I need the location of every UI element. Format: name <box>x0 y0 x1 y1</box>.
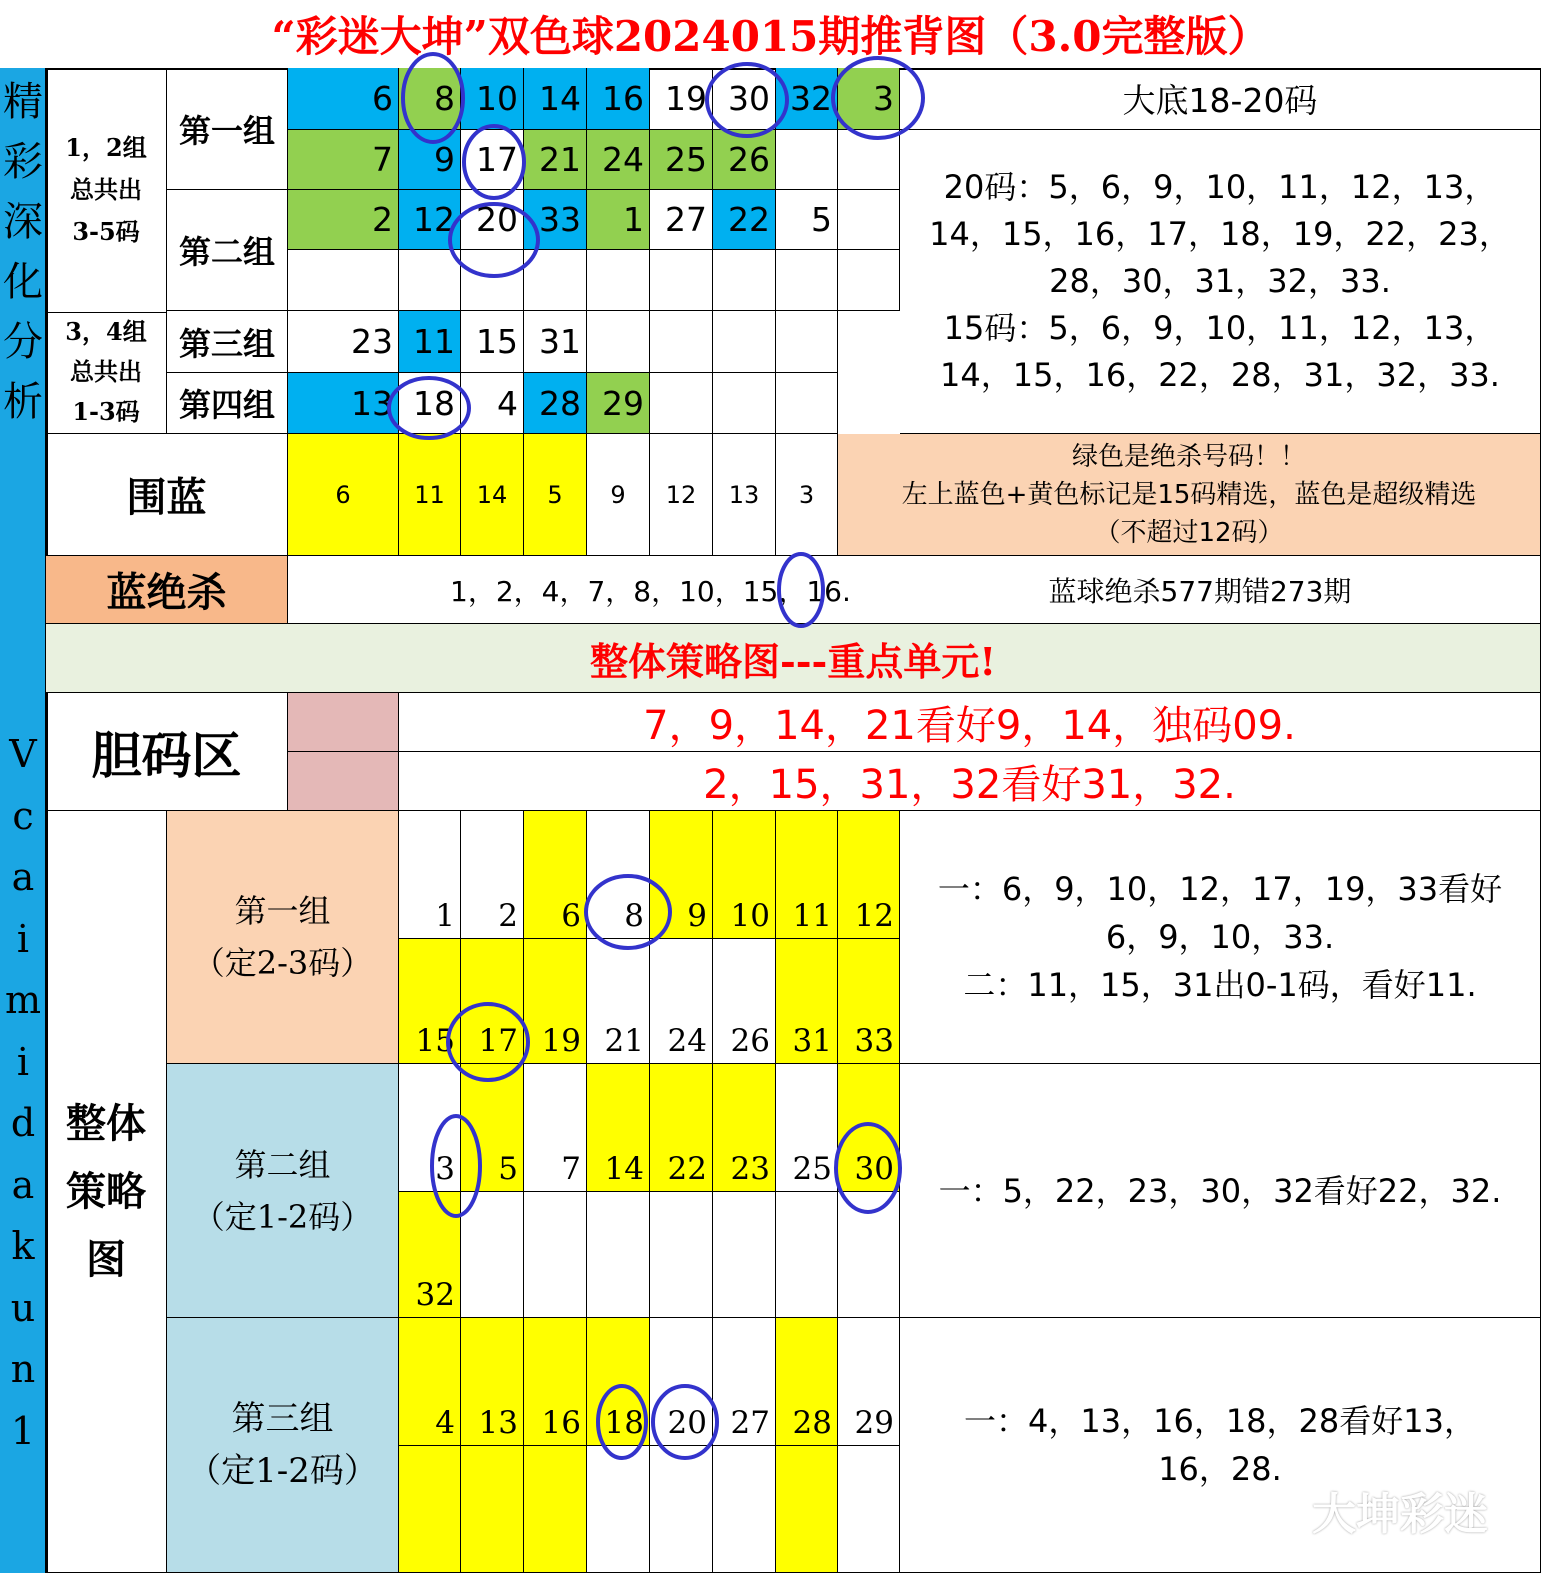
strategy-number <box>461 1446 524 1573</box>
number-cell <box>838 250 900 311</box>
strategy-number: 11 <box>776 811 838 939</box>
number-cell <box>461 250 524 311</box>
strategy-number <box>399 1446 461 1573</box>
sidebar-char: 彩 <box>3 139 43 185</box>
number-cell: 8 <box>399 68 461 130</box>
strategy-number <box>838 1446 900 1573</box>
strategy-number: 27 <box>713 1318 776 1446</box>
strategy-label-line: 策略 <box>66 1167 146 1215</box>
number-cell <box>288 250 399 311</box>
number-cell: 7 <box>288 130 399 190</box>
group-label-line: 第二组 <box>234 1145 331 1184</box>
strategy-label-line: 整体 <box>66 1099 146 1147</box>
lanjuesha-record: 蓝球绝杀577期错273期 <box>1048 575 1352 608</box>
strategy-number <box>713 1446 776 1573</box>
code-list-line: 14，15，16，17，18，19，22，23， <box>929 215 1511 253</box>
sidebar-letter: c <box>12 793 34 838</box>
number-cell: 21 <box>524 130 587 190</box>
weilan-number: 13 <box>713 434 776 556</box>
strategy-banner: 整体策略图---重点单元! <box>46 624 1541 693</box>
danma-swatch <box>288 693 399 752</box>
number-cell: 4 <box>461 373 524 434</box>
number-cell: 9 <box>399 130 461 190</box>
strategy-number: 24 <box>650 939 713 1064</box>
number-cell: 24 <box>587 130 650 190</box>
sidebar-letter: 1 <box>10 1408 36 1453</box>
strategy-number: 6 <box>524 811 587 939</box>
strategy-note-line: 一：5，22，23，30，32看好22，32. <box>938 1171 1502 1210</box>
lanjuesha-label: 蓝绝杀 <box>46 556 288 624</box>
strategy-number: 3 <box>399 1064 461 1192</box>
number-cell: 3 <box>838 68 900 130</box>
strategy-note-line: 6，9，10，33. <box>1105 918 1335 956</box>
strategy-number: 14 <box>587 1064 650 1192</box>
strategy-number <box>461 1192 524 1318</box>
strategy-number: 10 <box>713 811 776 939</box>
number-cell: 30 <box>713 68 776 130</box>
note-line: 绿色是绝杀号码！！ <box>1071 441 1306 472</box>
sidebar-letter: i <box>16 1039 30 1084</box>
strategy-number: 16 <box>524 1318 587 1446</box>
sidebar-char: 精 <box>3 79 43 125</box>
weilan-number: 5 <box>524 434 587 556</box>
group-label: 第一组 <box>167 68 288 190</box>
weilan-number: 6 <box>288 434 399 556</box>
weilan-number: 11 <box>399 434 461 556</box>
strategy-number <box>524 1192 587 1318</box>
strategy-number: 30 <box>838 1064 900 1192</box>
strategy-number: 5 <box>461 1064 524 1192</box>
sidebar-char: 化 <box>3 259 43 305</box>
group-label-line: （定1-2码） <box>192 1197 373 1236</box>
strategy-note-line: 二：11，15，31出0-1码，看好11. <box>963 966 1477 1004</box>
note-line: 3-5码 <box>72 217 140 246</box>
strategy-number <box>650 1446 713 1573</box>
strategy-number: 26 <box>713 939 776 1064</box>
group-label-line: 第一组 <box>234 892 331 930</box>
strategy-number: 22 <box>650 1064 713 1192</box>
number-cell: 10 <box>461 68 524 130</box>
number-cell: 16 <box>587 68 650 130</box>
note-line: 1，2组 <box>65 133 147 162</box>
number-cell <box>838 130 900 190</box>
note-line: 3，4组 <box>65 317 147 346</box>
group-label: 第三组 <box>167 311 288 373</box>
number-cell: 13 <box>288 373 399 434</box>
number-cell: 20 <box>461 190 524 250</box>
code-list-line: 15码：5，6，9，10，11，12，13， <box>943 309 1497 347</box>
group-label: 第四组 <box>167 373 288 434</box>
number-cell <box>713 250 776 311</box>
number-cell: 15 <box>461 311 524 373</box>
danma-label: 胆码区 <box>46 693 288 811</box>
strategy-notes <box>900 1064 1541 1318</box>
dadi-label: 大底18-20码 <box>900 68 1541 130</box>
number-cell <box>776 130 838 190</box>
strategy-notes <box>900 811 1541 1064</box>
number-cell <box>587 311 650 373</box>
group-label: 第二组 <box>167 190 288 311</box>
number-cell <box>838 190 900 250</box>
sidebar-letter: V <box>9 732 37 776</box>
strategy-number: 28 <box>776 1318 838 1446</box>
number-cell <box>399 250 461 311</box>
strategy-number <box>587 1446 650 1573</box>
sidebar-letter: n <box>10 1347 36 1391</box>
strategy-number: 7 <box>524 1064 587 1192</box>
strategy-number: 25 <box>776 1064 838 1192</box>
weilan-number: 14 <box>461 434 524 556</box>
strategy-number: 4 <box>399 1318 461 1446</box>
number-cell: 11 <box>399 311 461 373</box>
group-label-line: 第三组 <box>231 1399 334 1439</box>
strategy-number: 29 <box>838 1318 900 1446</box>
number-cell: 12 <box>399 190 461 250</box>
number-cell: 2 <box>288 190 399 250</box>
strategy-number: 32 <box>399 1192 461 1318</box>
strategy-note-line: 一：6，9，10，12，17，19，33看好 <box>937 870 1503 908</box>
number-cell: 25 <box>650 130 713 190</box>
strategy-number: 21 <box>587 939 650 1064</box>
number-cell: 23 <box>288 311 399 373</box>
strategy-number: 1 <box>399 811 461 939</box>
strategy-number: 15 <box>399 939 461 1064</box>
lanjuesha-numbers: 1，2，4，7，8，10，15，16. <box>450 575 851 608</box>
code-list-line: 28，30，31，32，33. <box>1049 262 1391 300</box>
number-cell: 1 <box>587 190 650 250</box>
number-cell: 32 <box>776 68 838 130</box>
note-line: （不超过12码） <box>1094 517 1284 548</box>
strategy-number <box>838 1192 900 1318</box>
sidebar-letter: d <box>10 1101 36 1145</box>
strategy-number <box>776 1192 838 1318</box>
strategy-number: 23 <box>713 1064 776 1192</box>
danma-swatch <box>288 752 399 811</box>
note-line: 1-3码 <box>72 397 140 426</box>
note-line: 总共出 <box>70 175 142 204</box>
number-cell <box>776 373 838 434</box>
strategy-number <box>776 1446 838 1573</box>
strategy-group-label <box>167 1064 399 1318</box>
number-cell <box>776 311 838 373</box>
weilan-number: 3 <box>776 434 838 556</box>
sidebar-letter: i <box>16 916 30 961</box>
sidebar-char: 深 <box>3 199 43 245</box>
number-cell: 22 <box>713 190 776 250</box>
number-cell <box>587 250 650 311</box>
weilan-number: 9 <box>587 434 650 556</box>
strategy-number: 8 <box>587 811 650 939</box>
number-cell <box>650 373 713 434</box>
strategy-number: 17 <box>461 939 524 1064</box>
strategy-note-line: 16，28. <box>1158 1450 1282 1488</box>
group-label-line: （定2-3码） <box>192 944 373 982</box>
strategy-number: 20 <box>650 1318 713 1446</box>
number-cell: 19 <box>650 68 713 130</box>
number-cell <box>650 311 713 373</box>
sidebar-char: 分 <box>3 319 43 365</box>
strategy-number: 2 <box>461 811 524 939</box>
sidebar-letter: m <box>4 978 42 1022</box>
number-cell: 17 <box>461 130 524 190</box>
watermark: 大坤彩迷 <box>1312 1489 1488 1540</box>
number-cell <box>713 373 776 434</box>
number-cell <box>524 250 587 311</box>
strategy-group-label <box>167 1318 399 1573</box>
note-line: 左上蓝色+黄色标记是15码精选，蓝色是超级精选 <box>901 479 1477 510</box>
strategy-number: 19 <box>524 939 587 1064</box>
code-lists <box>900 130 1541 434</box>
danma-line1: 7，9，14，21看好9，14，独码09. <box>399 693 1541 752</box>
number-cell: 6 <box>288 68 399 130</box>
strategy-number <box>524 1446 587 1573</box>
group34-note <box>46 311 167 434</box>
sidebar-letter: a <box>11 855 35 899</box>
code-list-line: 20码：5，6，9，10，11，12，13， <box>943 168 1497 206</box>
number-cell <box>776 250 838 311</box>
strategy-group-label <box>167 811 399 1064</box>
number-cell <box>713 311 776 373</box>
strategy-number: 33 <box>838 939 900 1064</box>
sidebar-letter: u <box>10 1285 36 1330</box>
strategy-number: 12 <box>838 811 900 939</box>
danma-line2: 2，15，31，32看好31，32. <box>399 752 1541 811</box>
strategy-label <box>46 811 167 1573</box>
sidebar-letter: k <box>11 1224 35 1268</box>
note-line: 总共出 <box>70 357 142 386</box>
strategy-number: 13 <box>461 1318 524 1446</box>
strategy-number: 18 <box>587 1318 650 1446</box>
group-label-line: （定1-2码） <box>187 1451 378 1491</box>
weilan-number: 12 <box>650 434 713 556</box>
number-cell: 14 <box>524 68 587 130</box>
strategy-label-line: 图 <box>86 1235 126 1283</box>
number-cell: 29 <box>587 373 650 434</box>
strategy-number: 9 <box>650 811 713 939</box>
strategy-number <box>587 1192 650 1318</box>
sidebar-char: 析 <box>3 379 43 425</box>
strategy-number <box>713 1192 776 1318</box>
number-cell: 31 <box>524 311 587 373</box>
number-cell: 33 <box>524 190 587 250</box>
strategy-number <box>650 1192 713 1318</box>
code-list-line: 14，15，16，22，28，31，32，33. <box>940 356 1500 394</box>
weilan-label: 围蓝 <box>46 434 288 556</box>
number-cell: 18 <box>399 373 461 434</box>
weilan-note <box>838 434 1541 556</box>
group12-note <box>46 68 167 313</box>
number-cell <box>650 250 713 311</box>
number-cell: 27 <box>650 190 713 250</box>
strategy-number: 31 <box>776 939 838 1064</box>
strategy-note-line: 一：4，13，16，18，28看好13， <box>964 1402 1476 1440</box>
number-cell: 28 <box>524 373 587 434</box>
page-title: “彩迷大坤”双色球2024015期推背图（3.0完整版） <box>271 12 1270 61</box>
number-cell: 26 <box>713 130 776 190</box>
sidebar-letter: a <box>11 1162 35 1207</box>
number-cell: 5 <box>776 190 838 250</box>
